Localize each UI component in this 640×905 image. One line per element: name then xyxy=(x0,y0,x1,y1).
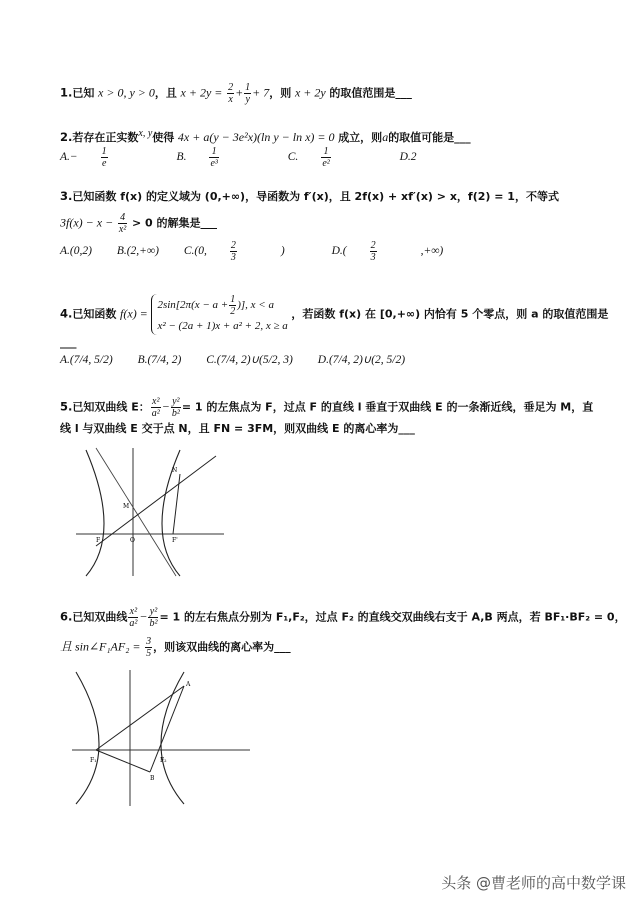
q4-text2: ，若函数 f(x) 在 [0,+∞) 内恰有 5 个零点，则 a 的取值范围是 xyxy=(291,307,609,321)
question-5-line-2 xyxy=(60,420,588,437)
q5-minus: − xyxy=(161,399,170,414)
q5-line-l xyxy=(96,456,216,546)
q6-minus: − xyxy=(139,609,148,624)
q5-asymptote xyxy=(96,448,176,576)
q1-fraction-1: $\frac{2}{x}$ xyxy=(228,82,234,105)
q1-text: 已知 xyxy=(72,86,95,100)
q2-options xyxy=(60,146,439,169)
q2-option-a: A.− $\frac{1}{e}$ xyxy=(60,146,107,169)
q6-fraction-x: $\frac{\text{x²}}{\text{a²}}$ xyxy=(129,606,138,629)
q1-equation-right: + 7 xyxy=(252,85,270,100)
q2-vars: x, y xyxy=(138,128,153,139)
q4-blank: ___ xyxy=(60,336,77,349)
q4-fx: f(x) = xyxy=(120,306,148,321)
q6-label-f2: F₂ xyxy=(160,757,167,764)
q4-option-d: D.(7/4, 2)∪(2, 5/2) xyxy=(317,354,406,366)
watermark: 头条 @曹老师的高中数学课 xyxy=(441,874,626,892)
q5-segment-nf xyxy=(173,474,180,534)
q1-text2: ，且 xyxy=(154,86,177,100)
q3-inequality: 3f(x) − x − xyxy=(60,215,114,230)
question-6 xyxy=(60,606,626,629)
q6-sine-condition: 且 sin∠F₁AF₂ = xyxy=(60,639,141,654)
q4-option-b: B.(7/4, 2) xyxy=(137,354,182,366)
q1-text4: 的取值范围是___ xyxy=(329,86,412,100)
q4-piecewise xyxy=(151,294,287,335)
q5-fraction-x: $\frac{\text{x²}}{\text{a²}}$ xyxy=(151,396,160,419)
q1-plus: + xyxy=(235,85,244,100)
q6-left-branch xyxy=(76,672,99,804)
q6-text: 已知双曲线 xyxy=(72,610,128,624)
q3-option-b: B.(2,+∞) xyxy=(116,245,159,258)
q4-text: 已知函数 xyxy=(72,307,117,321)
q2-option-d: D.2 xyxy=(399,151,417,164)
q4-case-1: 2sin[2π(x − a + $\frac{1}{2}$ )], x < a xyxy=(157,294,274,317)
q1-number: 1. xyxy=(60,85,73,100)
q6-segment-f1a xyxy=(96,686,184,750)
q5-label-o: O xyxy=(130,537,135,544)
q4-blank-line xyxy=(60,334,588,351)
q6-right-branch xyxy=(161,672,184,804)
q5-fraction-y: $\frac{\text{y²}}{\text{b²}}$ xyxy=(171,396,180,419)
q4-number: 4. xyxy=(60,306,73,321)
q4-case-2: x² − (2a + 1)x + a² + 2, x ≥ a xyxy=(157,320,288,332)
q6-label-b: B xyxy=(150,775,155,782)
q5-label-n: N xyxy=(172,467,178,474)
q1-equation-left: x + 2y = xyxy=(180,85,223,100)
q5-line-1: = 1 的左焦点为 F，过点 F 的直线 l 垂直于双曲线 E 的一条渐近线，垂足为 M，直 xyxy=(181,400,594,414)
q2-equation: 4x + a(y − 3e²x)(ln y − ln x) = 0 xyxy=(177,129,335,144)
q5-hyperbola-figure xyxy=(76,446,226,578)
q1-text3: ，则 xyxy=(269,86,292,100)
q4-option-c: C.(7/4, 2)∪(5/2, 3) xyxy=(206,354,293,366)
q5-number: 5. xyxy=(60,399,73,414)
q2-text2: 使得 xyxy=(152,130,175,144)
q2-number: 2. xyxy=(60,129,73,144)
q1-condition: x > 0, y > 0 xyxy=(98,85,155,100)
q6-number: 6. xyxy=(60,609,73,624)
question-1 xyxy=(60,82,588,105)
q3-fraction: $\frac{4}{\text{x²}}$ xyxy=(118,212,127,235)
q6-label-a: A xyxy=(186,681,191,688)
q5-label-f-prime: F' xyxy=(172,537,178,544)
q2-text3: 成立，则 xyxy=(338,130,383,144)
q3-number: 3. xyxy=(60,189,73,203)
q4-options xyxy=(60,352,427,366)
q5-line-2: 线 l 与双曲线 E 交于点 N，且 FN = 3FM，则双曲线 E 的离心率为___ xyxy=(60,422,415,435)
question-3-line-2 xyxy=(60,212,588,235)
q6-line-1: = 1 的左右焦点分别为 F₁,F₂，过点 F₂ 的直线交双曲线右支于 A,B 两点，若 BF₁·BF₂ = 0， xyxy=(159,610,626,624)
q3-option-d: D.( $\frac{2}{3}$ ,+∞) xyxy=(331,240,444,263)
q1-fraction-2: $\frac{1}{y}$ xyxy=(245,82,251,105)
q3-line-1: 已知函数 f(x) 的定义域为 (0,+∞)，导函数为 f′(x)，且 2f(x) + xf′(x) > x，f(2) = 1，不等式 xyxy=(72,190,559,203)
q4-option-a: A.(7/4, 5/2) xyxy=(60,354,113,366)
q1-expression: x + 2y xyxy=(294,85,326,100)
q2-option-c: C. $\frac{1}{\text{e²}}$ xyxy=(287,146,330,169)
q6-label-f1: F₁ xyxy=(90,757,97,764)
q5-label-m: M xyxy=(123,503,130,510)
q6-sine-fraction: $\frac{3}{5}$ xyxy=(146,636,152,659)
q6-fraction-y: $\frac{\text{y²}}{\text{b²}}$ xyxy=(149,606,158,629)
question-5 xyxy=(60,396,594,419)
q6-hyperbola-figure xyxy=(72,668,252,808)
q5-left-branch xyxy=(86,450,104,576)
q3-option-a: A.(0,2) xyxy=(60,245,92,258)
question-6-line-2 xyxy=(60,636,588,659)
question-4 xyxy=(60,294,609,335)
q5-text: 已知双曲线 E： xyxy=(72,400,150,414)
q6-segment-f1b xyxy=(96,750,150,772)
q2-text4: 的取值可能是___ xyxy=(388,130,471,144)
q2-option-b: B. $\frac{1}{\text{e³}}$ xyxy=(176,146,218,169)
q3-option-c: C.(0, $\frac{2}{3}$ ) xyxy=(183,240,285,263)
question-3 xyxy=(60,188,588,205)
question-2 xyxy=(60,126,588,146)
q2-text: 若存在正实数 xyxy=(72,130,139,144)
q3-line-2-end: > 0 的解集是___ xyxy=(131,216,217,230)
q2-var-a: a xyxy=(382,129,389,144)
q6-line-2-end: ，则该双曲线的离心率为___ xyxy=(153,640,291,654)
q5-label-f: F xyxy=(96,537,101,544)
q3-options xyxy=(60,240,487,263)
